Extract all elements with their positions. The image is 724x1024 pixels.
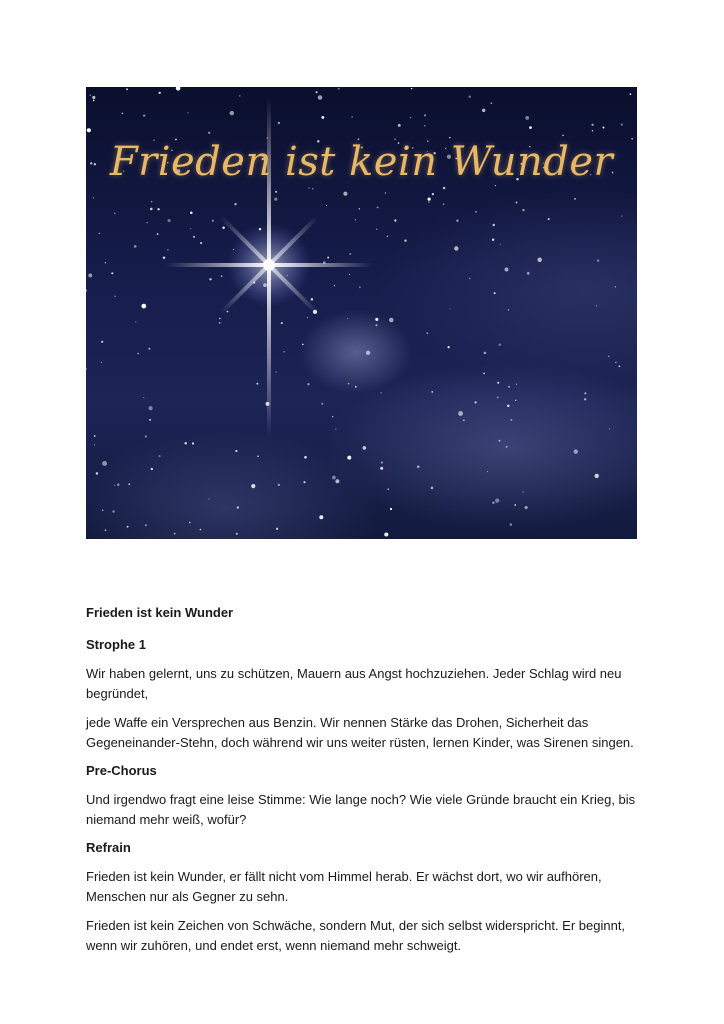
section-pre-chorus — [86, 762, 646, 830]
lyric-paragraph: Frieden ist kein Zeichen von Schwäche, sondern Mut, der sich selbst widerspricht. Er beginnt, wenn wir zuhören, und endet erst, wenn niemand mehr schweigt. — [86, 918, 626, 953]
section-heading: Refrain — [86, 840, 131, 855]
section-heading: Strophe 1 — [86, 637, 146, 652]
hero-title: Frieden ist kein Wunder — [109, 139, 614, 185]
lyric-paragraph: Frieden ist kein Wunder, er fällt nicht vom Himmel herab. Er wächst dort, wo wir aufhören, Menschen nur als Gegner zu sehn. — [86, 869, 602, 904]
starry-sky-image — [86, 87, 637, 539]
lyric-paragraph: jede Waffe ein Versprechen aus Benzin. Wir nennen Stärke das Drohen, Sicherheit das Gegeneinander-Stehn, doch während wir uns weiter rüsten, lernen Kinder, was Sirenen singen. — [86, 715, 634, 750]
document-title: Frieden ist kein Wunder — [86, 605, 234, 620]
lyric-paragraph: Und irgendwo fragt eine leise Stimme: Wie lange noch? Wie viele Gründe braucht ein Krieg, bis niemand mehr weiß, wofür? — [86, 792, 636, 827]
section-refrain — [86, 839, 646, 956]
lyric-paragraph: Wir haben gelernt, uns zu schützen, Mauern aus Angst hochzuziehen. Jeder Schlag wird neu begründet, — [86, 666, 622, 701]
section-heading: Pre-Chorus — [86, 763, 157, 778]
section-strophe-1 — [86, 636, 646, 753]
lyrics-content — [86, 604, 646, 965]
